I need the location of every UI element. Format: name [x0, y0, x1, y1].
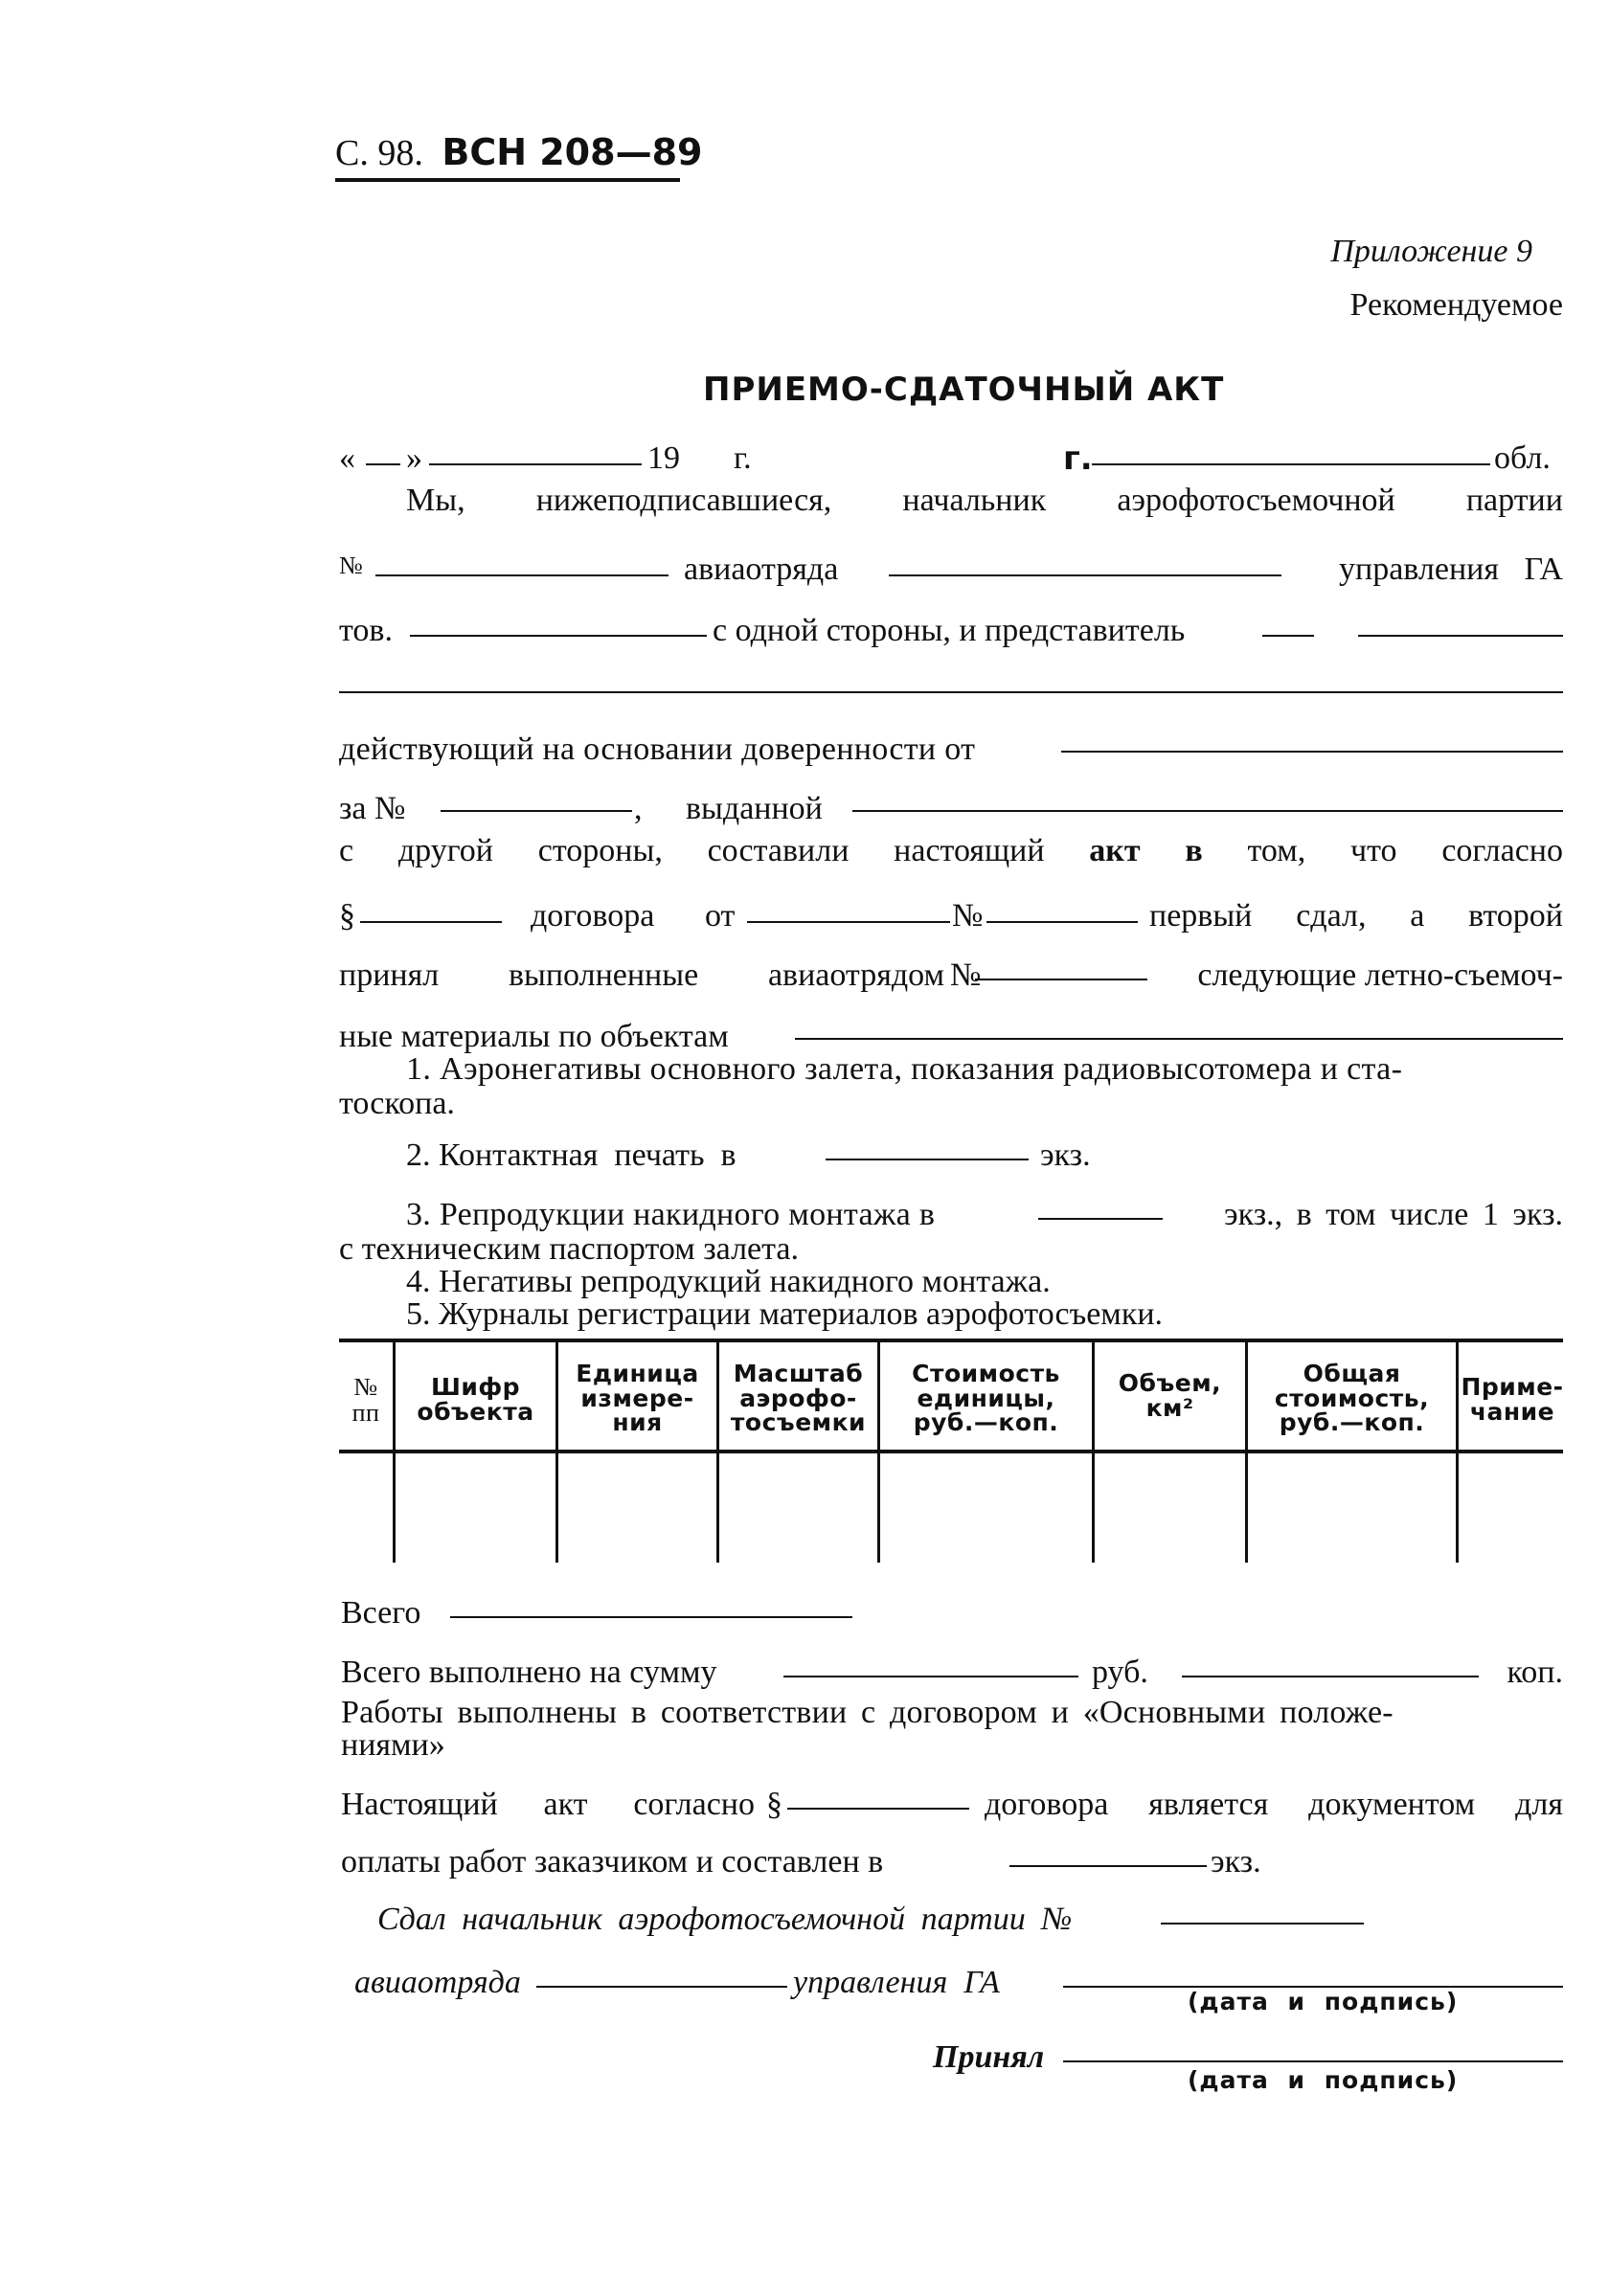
accepted-signature-field[interactable] [1063, 2060, 1563, 2062]
sum-rub-field[interactable] [783, 1676, 1078, 1677]
other-side-line [339, 835, 1563, 867]
party-no-field[interactable] [375, 574, 669, 576]
attorney-date-field[interactable] [1061, 751, 1563, 753]
no-sign-2: № [950, 957, 982, 993]
appendix-status: Рекомендуемое [1349, 287, 1563, 323]
squadron-label: авиаотряда [684, 551, 839, 587]
act-words [341, 1789, 755, 1821]
accepted-word: авиаотрядом [767, 957, 944, 993]
day-field[interactable] [366, 463, 400, 465]
table-header-scale: Масштаб аэрофо- тосъемки [730, 1360, 867, 1436]
table-header-unit-cost: Стоимость единицы, руб.—коп. [912, 1360, 1060, 1436]
payment-text: оплаты работ заказчиком и составлен в [341, 1844, 884, 1880]
paragraph-sign-2: § [766, 1787, 782, 1822]
accepted-word: выполненные [508, 957, 699, 993]
works-line-1: Работы выполнены в соответствии с договором и «Основными положе- [341, 1695, 1394, 1730]
month-field[interactable] [429, 463, 642, 465]
date-open-quote: « [339, 440, 355, 476]
one-side-text: с одной стороны, и представитель [713, 613, 1186, 648]
item-1-line-1: 1. Аэронегативы основного залета, показания радиовысотомера и ста- [406, 1051, 1403, 1087]
handed-words [1149, 900, 1563, 933]
total-sum-label: Всего выполнено на сумму [341, 1654, 717, 1690]
table-header-code: Шифр объекта [417, 1373, 534, 1426]
squadron-no-field[interactable] [975, 979, 1147, 980]
handed-word: второй [1468, 898, 1563, 934]
table-header-unit: Единица измере- ния [576, 1360, 699, 1436]
comrade-label: тов. [339, 613, 393, 648]
comrade-field[interactable] [410, 635, 707, 637]
other-side-word: акт [1089, 833, 1141, 868]
works-line-2: ниями» [341, 1727, 445, 1763]
table-header-rule [339, 1450, 1563, 1453]
accepted-words [339, 959, 944, 992]
date-close-quote: » [406, 440, 422, 476]
item-1-line-2: тоскопа. [339, 1086, 455, 1121]
act-word: Настоящий [341, 1787, 498, 1822]
contract-no-field[interactable] [986, 921, 1138, 923]
comma: , [634, 791, 643, 826]
paragraph-field[interactable] [360, 921, 502, 923]
paragraph-sign: § [339, 898, 355, 934]
act-paragraph-field[interactable] [787, 1808, 969, 1810]
issued-by-field[interactable] [852, 810, 1563, 812]
standard-code: ВСН 208—89 [442, 131, 703, 173]
total-field[interactable] [450, 1616, 852, 1618]
rub-label: руб. [1092, 1654, 1148, 1690]
accepted-signature-caption: (дата и подпись) [1188, 2066, 1459, 2094]
signature-squadron-field[interactable] [536, 1986, 787, 1988]
representative-field[interactable] [1262, 635, 1314, 637]
document-title: ПРИЕМО-СДАТОЧНЫЙ АКТ [703, 371, 1225, 409]
act-copies-field[interactable] [1009, 1865, 1207, 1867]
intro-word: аэрофотосъемочной [1117, 483, 1395, 518]
page-header [335, 131, 703, 173]
item-5-text: 5. Журналы регистрации материалов аэрофотосъемки. [406, 1296, 1164, 1332]
accepted-word: принял [339, 957, 440, 993]
table-header-volume: Объем, км² [1118, 1369, 1222, 1422]
item-3-line-2: с техническим паспортом залета. [339, 1231, 799, 1267]
sum-kop-field[interactable] [1182, 1676, 1479, 1677]
handed-signature-caption: (дата и подпись) [1188, 1988, 1459, 2015]
representative-field-2[interactable] [1358, 635, 1563, 637]
act-word: акт [543, 1787, 588, 1822]
handed-word: а [1410, 898, 1425, 934]
table-header-note: Приме- чание [1461, 1373, 1564, 1426]
contract-date-field[interactable] [747, 921, 950, 923]
other-side-word: том, [1247, 833, 1306, 868]
no-sign: № [952, 898, 984, 934]
reproductions-copies-field[interactable] [1038, 1218, 1163, 1220]
accepted-label: Принял [933, 2039, 1045, 2075]
other-side-word: составили [707, 833, 850, 868]
intro-word: партии [1465, 483, 1563, 518]
squadron-field[interactable] [889, 574, 1281, 576]
other-side-word: другой [397, 833, 494, 868]
intro-word: начальник [902, 483, 1047, 518]
table-header-total-cost: Общая стоимость, руб.—коп. [1274, 1360, 1430, 1436]
other-side-word: в [1185, 833, 1203, 868]
copies-label: экз. [1211, 1844, 1261, 1880]
table-header-no: № пп [351, 1373, 380, 1427]
contact-print-copies-field[interactable] [826, 1159, 1029, 1160]
handed-party-no-field[interactable] [1161, 1923, 1364, 1925]
item-2-text: 2. Контактная печать в [406, 1137, 737, 1173]
signature-squadron-label: авиаотряда [354, 1965, 521, 2000]
following-text: следующие летно-съемоч- [1197, 957, 1563, 993]
issued-by-label: выданной [686, 791, 823, 826]
act-word: для [1515, 1787, 1563, 1822]
kop-label: коп. [1507, 1654, 1563, 1690]
other-side-word: что [1350, 833, 1397, 868]
directorate-label: управления ГА [1339, 551, 1563, 587]
party-no-label: № [339, 551, 363, 579]
other-side-word: согласно [1441, 833, 1563, 868]
act-word: документом [1308, 1787, 1476, 1822]
act-word: является [1148, 1787, 1269, 1822]
item-4-text: 4. Негативы репродукций накидного монтажа. [406, 1264, 1051, 1299]
region-suffix: обл. [1494, 440, 1551, 476]
representative-line[interactable] [339, 691, 1563, 693]
from-word: от [705, 898, 736, 934]
handed-word: первый [1149, 898, 1253, 934]
attorney-no-field[interactable] [441, 810, 632, 812]
act-word: согласно [633, 1787, 755, 1822]
intro-line [406, 484, 1563, 517]
year-label: 19 [647, 440, 680, 476]
year-suffix: г. [734, 440, 752, 476]
handed-word: сдал, [1296, 898, 1367, 934]
total-label: Всего [341, 1595, 421, 1631]
for-no-label: за № [339, 791, 406, 826]
handed-by-text: Сдал начальник аэрофотосъемочной партии № [377, 1902, 1073, 1937]
contract-word: договора [531, 898, 655, 934]
item-3-suffix: экз., в том числе 1 экз. [1224, 1197, 1563, 1232]
objects-field[interactable] [795, 1038, 1563, 1040]
city-field[interactable] [1092, 463, 1490, 465]
item-2-suffix: экз. [1040, 1137, 1091, 1173]
appendix-label: Приложение 9 [1330, 234, 1532, 269]
page-code: С. 98. [335, 133, 423, 173]
acting-on-text: действующий на основании доверенности от [339, 732, 976, 767]
header-underline [335, 178, 680, 182]
intro-word: Мы, [406, 483, 465, 518]
intro-word: нижеподписавшиеся, [535, 483, 832, 518]
act-word: договора [985, 1787, 1109, 1822]
act-words-2 [985, 1789, 1563, 1821]
other-side-word: с [339, 833, 354, 868]
other-side-word: стороны, [537, 833, 663, 868]
table-top-rule [339, 1339, 1563, 1342]
other-side-word: настоящий [894, 833, 1045, 868]
materials-text: ные материалы по объектам [339, 1019, 729, 1054]
item-3-text: 3. Репродукции накидного монтажа в [406, 1197, 936, 1232]
city-prefix: г. [1063, 439, 1093, 478]
signature-directorate-label: управления ГА [793, 1965, 1000, 2000]
